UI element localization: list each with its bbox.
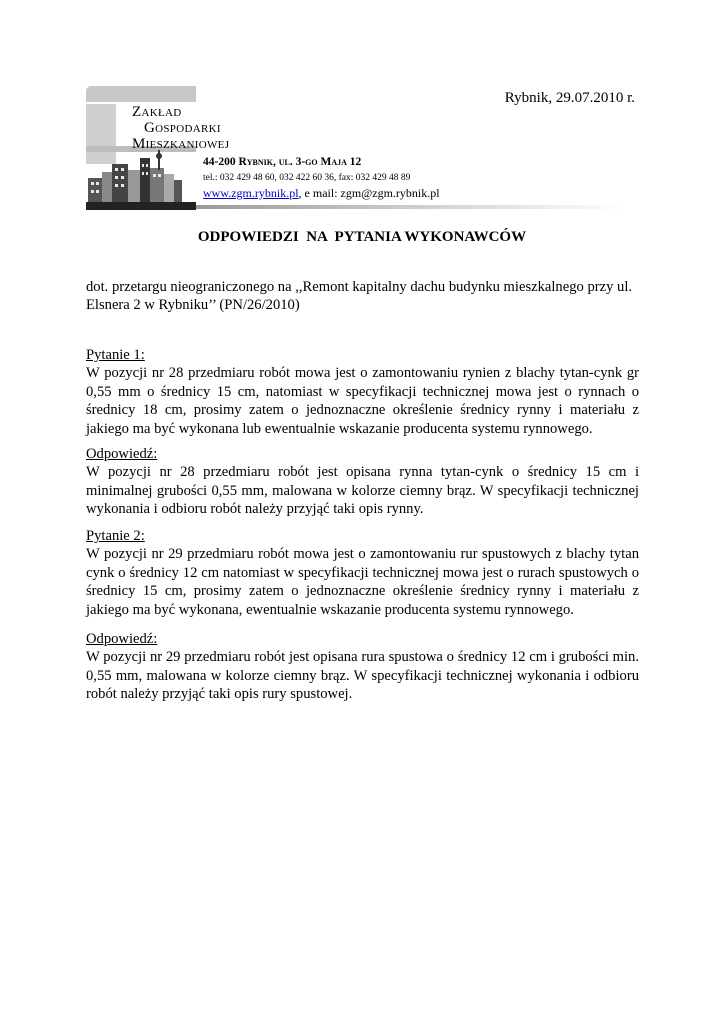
subject-paragraph: dot. przetargu nieograniczonego na ,,Remont kapitalny dachu budynku mieszkalnego przy ul. Elsnera 2 w Rybniku’’ (PN/26/2010) (86, 279, 633, 314)
answer-2 (86, 630, 639, 704)
answer-2-label: Odpowiedź: (86, 631, 158, 647)
answer-2-text: W pozycji nr 29 przedmiaru robót jest opisana rura spustowa o średnicy 12 cm i grubości min. 0,55 mm, malowana w kolorze ciemny brąz. W specyfikacji technicznej wykonania i odbioru robót należy przyjąć taki opis rury spustowej. (86, 649, 639, 703)
answer-1-label: Odpowiedź: (86, 446, 158, 462)
question-2-label: Pytanie 2: (86, 528, 145, 544)
question-2 (86, 527, 639, 619)
org-name-line2: Gospodarki (144, 120, 221, 136)
question-2-text: W pozycji nr 29 przedmiaru robót mowa jest o zamontowaniu rur spustowych z blachy tytan cynk o średnicy 12 cm natomiast w specyfikacji technicznej mowa jest o rurach spustowych o średnicy 15 cm, prosimy zatem o jednoznaczne określenie średnicy rynny i materiału z jakiego ma być wykonana, ewentualnie wskazanie producenta systemu rynnowego. (86, 546, 639, 618)
org-address: 44-200 Rybnik, ul. 3-go Maja 12 (203, 156, 362, 168)
org-name-line1: Zakład (132, 104, 182, 120)
email-text: , e mail: zgm@zgm.rybnik.pl (298, 186, 440, 200)
document-title: ODPOWIEDZI NA PYTANIA WYKONAWCÓW (197, 229, 527, 245)
question-1-label: Pytanie 1: (86, 347, 145, 363)
org-phones: tel.: 032 429 48 60, 032 422 60 36, fax: 032 429 48 89 (203, 173, 411, 183)
answer-1-text: W pozycji nr 28 przedmiaru robót jest opisana rynna tytan-cynk o średnicy 15 cm i minimalnej grubości 0,55 mm, malowana w kolorze ciemny brąz. W specyfikacji technicznej wykonania i odbioru robót należy przyjąć taki opis rynny. (86, 464, 639, 518)
company-letterhead (86, 84, 626, 214)
answer-1 (86, 445, 639, 519)
org-contact (203, 186, 440, 201)
question-1 (86, 346, 639, 438)
website-link[interactable]: www.zgm.rybnik.pl (203, 186, 299, 200)
question-1-text: W pozycji nr 28 przedmiaru robót mowa jest o zamontowaniu rynien z blachy tytan-cynk gr 0,55 mm o średnicy 15 cm, natomiast w specyfikacji technicznej mowa jest o rynnach o średnicy 18 cm, prosimy zatem o jednoznaczne określenie średnicy rynny i materiału z jakiego ma być wykonana lub ewentualnie wskazanie producenta systemu rynnowego. (86, 365, 639, 437)
org-name-line3: Mieszkaniowej (132, 136, 230, 152)
document-date: Rybnik, 29.07.2010 r. (504, 90, 635, 106)
